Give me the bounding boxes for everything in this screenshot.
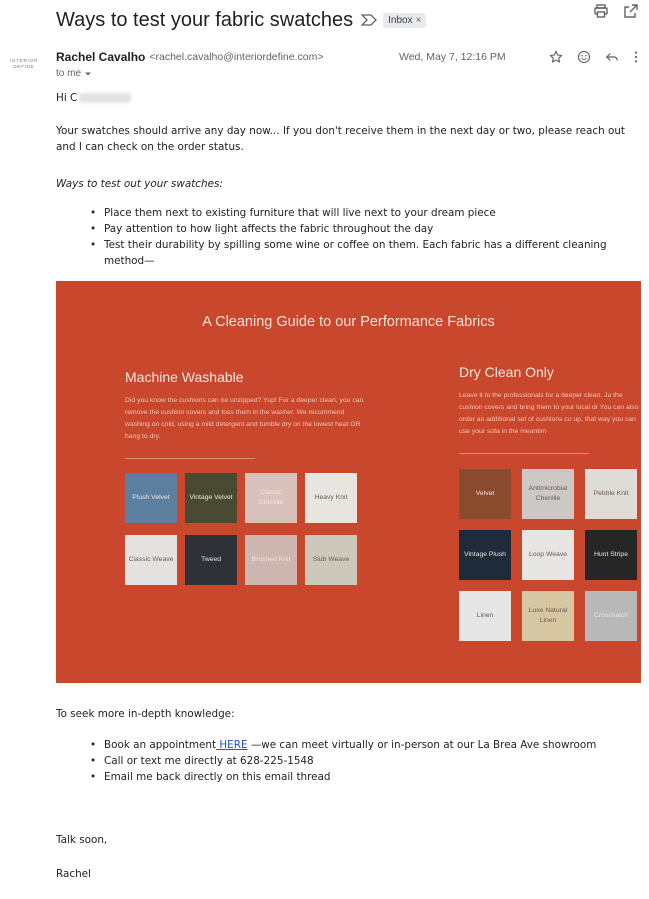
chevron-down-icon[interactable] (84, 71, 92, 77)
list-item: • Email me back directly on this email thread (88, 769, 638, 785)
greeting-text: Hi C (56, 92, 78, 104)
subject-row (56, 6, 649, 34)
tips-list (88, 205, 638, 269)
fabric-swatch: Linen (459, 591, 511, 641)
fabric-swatch: Classic Weave (125, 535, 177, 585)
fabric-swatch: Brushed Knit (245, 535, 297, 585)
banner-title: A Cleaning Guide to our Performance Fabrics (202, 314, 495, 330)
print-icon[interactable] (593, 3, 609, 19)
ways-heading: Ways to test out your swatches: (56, 178, 223, 190)
logo-line-1: INTERIOR (10, 58, 38, 63)
cleaning-guide-banner (56, 281, 641, 683)
fabric-swatch: Classic Chenille (245, 473, 297, 523)
inbox-label-chip[interactable] (383, 13, 426, 28)
dry-clean-description (459, 390, 641, 438)
machine-washable-title: Machine Washable (125, 369, 244, 385)
divider (459, 453, 589, 454)
inbox-label-text: Inbox (388, 14, 413, 26)
email-subject: Ways to test your fabric swatches (56, 8, 354, 31)
fabric-swatch: Vintage Velvet (185, 473, 237, 523)
fabric-swatch: Plush Velvet (125, 473, 177, 523)
dry-clean-title: Dry Clean Only (459, 364, 554, 380)
recipient-text: to me (56, 68, 82, 79)
message-date: Wed, May 7, 12:16 PM (399, 51, 506, 63)
top-actions (593, 3, 639, 19)
sender-row (56, 48, 639, 66)
importance-marker-icon[interactable] (361, 14, 377, 26)
closing: Talk soon, (56, 834, 108, 846)
machine-washable-description: Did you know the cushions can be unzipped? Yup! For a deeper clean, you can remove the cushion covers and toss them in the washer. We recommend washing on cold, using a mild detergent and tumble dry on the lowest heat OR hang to dry. (125, 397, 364, 440)
emoji-reaction-icon[interactable] (577, 50, 591, 64)
book-suffix: —we can meet virtually or in-person at our La Brea Ave showroom (247, 739, 597, 751)
list-item: • Call or text me directly at 628-225-1548 (88, 753, 638, 769)
recipient-details[interactable] (56, 68, 92, 79)
sender-name[interactable]: Rachel Cavalho (56, 50, 146, 64)
fabric-swatch: Velvet (459, 469, 511, 519)
fabric-swatch: Vintage Plush (459, 530, 511, 580)
list-item: • Test their durability by spilling some wine or coffee on them. Each fabric has a different cleaning method— (88, 237, 638, 269)
reply-icon[interactable] (605, 50, 619, 64)
message-actions (549, 50, 639, 64)
list-item: • Place them next to existing furniture that will live next to your dream piece (88, 205, 638, 221)
fabric-swatch: Crosshatch (585, 591, 637, 641)
signature: Rachel (56, 868, 91, 880)
sender-email: <rachel.cavalho@interiordefine.com> (149, 51, 324, 63)
fabric-swatch: Luxe Natural Linen (522, 591, 574, 641)
list-item: • Pay attention to how light affects the fabric throughout the day (88, 221, 638, 237)
open-in-new-window-icon[interactable] (623, 3, 639, 19)
divider (125, 458, 255, 459)
greeting (56, 90, 636, 106)
fabric-swatch: Pebble Knit (585, 469, 637, 519)
fabric-swatch: Heavy Knit (305, 473, 357, 523)
list-item (88, 737, 638, 753)
book-appointment-link[interactable]: HERE (216, 739, 248, 751)
logo-line-2: DEFINE (13, 64, 35, 69)
star-icon[interactable] (549, 50, 563, 64)
intro-paragraph: Your swatches should arrive any day now... If you don't receive them in the next day or two, please reach out and I can check on the order status. (56, 125, 625, 153)
dry-clean-description-text: Leave it to the professionals for a deeper clean. Ju the cushion covers and bring them to your local dr You can also order an additional set of cushions co up, that way you can use your sofa in the meantim (459, 392, 639, 435)
seek-heading: To seek more in-depth knowledge: (56, 708, 235, 720)
fabric-swatch: Slub Weave (305, 535, 357, 585)
fabric-swatch: Antimicrobial Chenille (522, 469, 574, 519)
fabric-swatch: Loop Weave (522, 530, 574, 580)
remove-label-icon[interactable]: × (415, 14, 422, 26)
fabric-swatch: Tweed (185, 535, 237, 585)
more-options-icon[interactable] (633, 50, 639, 64)
fabric-swatch: Hunt Stripe (585, 530, 637, 580)
book-text: Book an appointment (104, 739, 217, 751)
sender-logo (8, 58, 40, 70)
contact-options-list (88, 737, 638, 785)
redacted-name (79, 93, 131, 103)
